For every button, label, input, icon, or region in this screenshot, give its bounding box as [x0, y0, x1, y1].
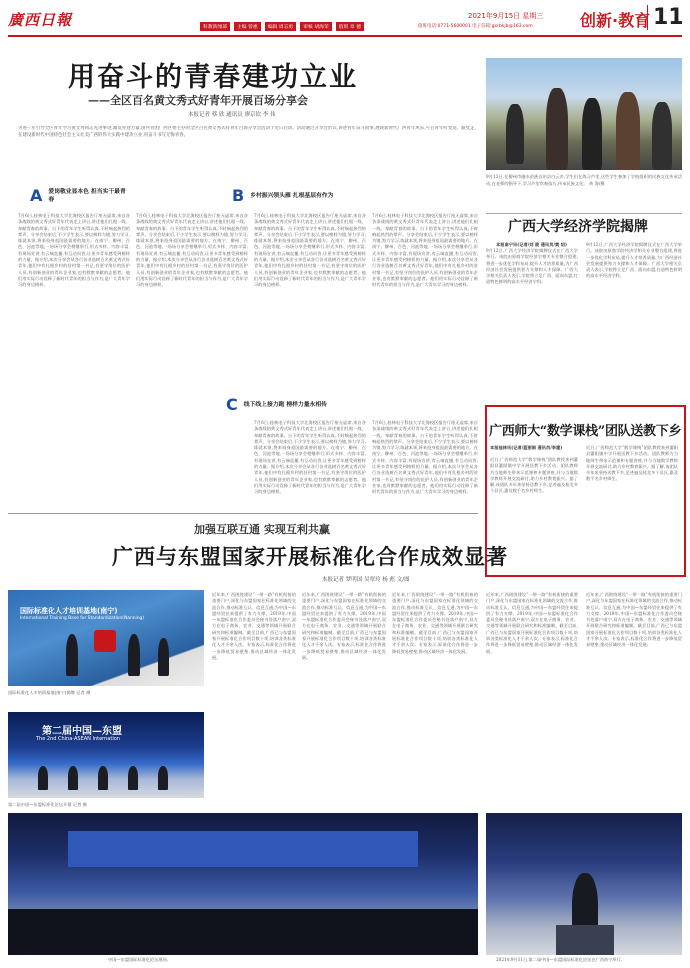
main-byline: 本报记者 蔡 欣 通讯员 廖京钦 李 伟: [188, 112, 276, 118]
section-a-title: 爱岗敬业显本色 担当实干最青春: [48, 188, 126, 203]
article2-col2: 近年来,广西围绕建设“一带一路”有机衔接的重要门户,深化与东盟国家在标准化领域的交流合作,推动标准互认、信息互通,为中国—东盟经贸往来提供了有力支撑。2019年,中国—东盟标准化合作委员会秘书处落户南宁,双方在电子商务、农业、交通等领域开展联合研究和标准编制。截至目前,广西已与东盟国家开展标准化合作项目数十项,培训各类标准化人才千余人次。专家表示,标准化合作将进一步降低贸易壁垒,推动区域经济一体化发展。: [302, 592, 386, 660]
article2-headline: 广西与东盟国家开展标准化合作成效显著: [112, 545, 508, 569]
section-c-letter: C: [226, 395, 238, 414]
main-subheadline: ——全区百名黄文秀式好青年开展百场分享会: [88, 94, 308, 107]
gxnu-col1: 近日,广西师范大学“数学课栈”团队教授来到灌阳县灌阳镇中学开展送教下乡活动。团队教师为当地师生带来示范课和专题讲座,并与当地数学教师开展交流研讨,助力乡村教育振兴。据了解,该团队多年来坚持送教下乡,足迹遍及桂北多个县区,惠及数千名乡村师生。: [490, 457, 578, 494]
training-base-photo: [8, 590, 204, 686]
gxu-rule: [486, 213, 682, 214]
section-b-head: [232, 186, 333, 205]
banner-text-2: International Training Base for Standardization(Nanning): [20, 616, 145, 621]
gxu-col1: 9月12日,广西大学经济学院揭牌仪式在广西大学举行。该院由原商学院经济学相关专业整合组建,将进一步优化学科布局,提升人才培养质量,为广西经济社会发展提供智力支撑和人才保障。广西大学相关负责人表示,学院将立足广西、面向东盟,打造特色鲜明的高水平经济学科。: [486, 248, 578, 285]
gxu-col2: 9月12日,广西大学经济学院揭牌仪式在广西大学举行。该院由原商学院经济学相关专业整合组建,将进一步优化学科布局,提升人才培养质量,为广西经济社会发展提供智力支撑和人才保障。广西大学相关负责人表示,学院将立足广西、面向东盟,打造特色鲜明的高水平经济学科。: [586, 242, 682, 279]
banner-text-3: 第二届中国—东盟: [42, 726, 122, 737]
article2-byline: 本报记者 覃明国 吴翠玲 杨 彪 文/图: [322, 577, 410, 583]
section-c-title: 线下线上接力跑 榜样力量永相传: [243, 401, 327, 408]
nav-item-dept: 科教新闻部: [200, 22, 230, 31]
nav-item-editor2: 编辑 周志勇: [265, 22, 297, 31]
students-photo-caption: 9月13日,在柳州市融水苗族自治县白云乡,学生们在练习芦笙,这些学生参加了学校组织的民族文化传承活动,在老师的指导下,学习芦笙吹奏技巧,传承民族文化。 黄 海/摄: [486, 174, 682, 186]
gxnu-headline: 广西师大“数学课栈”团队送教下乡: [489, 424, 682, 439]
students-photo: [486, 58, 682, 170]
section-a-head: [30, 186, 128, 205]
training-base-caption: 国际标准化人才培训基地(南宁)揭牌 记者 摄: [8, 690, 91, 695]
banner-text-1: 国际标准化人才培训基地(南宁): [20, 607, 118, 615]
main-headline: 用奋斗的青春建功立业: [68, 62, 358, 93]
forum-speaker-photo: [486, 813, 682, 955]
main-lead: 为进一步引导全区青年学习黄文秀同志先进事迹,激发青春力量,由共青团广西区委主办的全区百名黄文秀式好青年百场分享会活动于近日启动。活动通过分享会形式,讲述青年奋斗故事,展现新时代广西青年风采,号召青年听党话、跟党走,在建设新时代中国特色社会主义壮美广西的伟大实践中建功立业,用奋斗书写无悔青春。: [18, 126, 476, 138]
gxu-headline: 广西大学经济学院揭牌: [508, 219, 648, 235]
article1-col1: 7月6日,桂林电子科技大学北海校区报告厅座无虚席,来自各条战线的黄文秀式好青年代表走上讲台,讲述他们扎根一线、奉献青春的故事。台下的青年学生听得认真,不时响起热烈的掌声。分享会结束后,不少学生表示,要以榜样为镜,努力学习,练就本领,将来投身祖国最需要的地方。在南宁、柳州、百色、河池等地,一场场分享会相继举行,形式多样、内容丰富,有现场宣讲,有云端直播,有互动问答,让更多青年感受到榜样的力量。据介绍,本次分享会从各行各业选树百名黄文秀式好青年,他们中有扎根乡村的驻村第一书记,有坚守岗位的医护人员,有创新创业的青年企业家,也有默默奉献的志愿者。他们用实际行动诠释了新时代青年的担当与作为,是广大青年学习的身边榜样。: [18, 213, 130, 288]
issue-date: 2021年9月15日 星期三: [468, 12, 544, 20]
banner-text-4: The 2nd China-ASEAN Internation: [36, 736, 120, 742]
nav-item-editor: 主编 曾惠: [234, 22, 261, 31]
header-divider: [8, 35, 682, 37]
gxnu-byline: 本报桂林讯(记者/蓝丽娟 通讯员/李建): [490, 445, 563, 450]
page-number: 11: [647, 5, 684, 30]
article2-col5: 近年来,广西围绕建设“一带一路”有机衔接的重要门户,深化与东盟国家在标准化领域的交流合作,推动标准互认、信息互通,为中国—东盟经贸往来提供了有力支撑。2019年,中国—东盟标准化合作委员会秘书处落户南宁,双方在电子商务、农业、交通等领域开展联合研究和标准编制。截至目前,广西已与东盟国家开展标准化合作项目数十项,培训各类标准化人才千余人次。专家表示,标准化合作将进一步降低贸易壁垒,推动区域经济一体化发展。: [586, 592, 682, 648]
gxu-byline: 本报南宁讯(记者/刘 筱 通讯员/黄 绍): [496, 242, 568, 247]
article-divider: [8, 513, 478, 514]
section-b-letter: B: [232, 186, 245, 205]
article2-col1: 近年来,广西围绕建设“一带一路”有机衔接的重要门户,深化与东盟国家在标准化领域的交流合作,推动标准互认、信息互通,为中国—东盟经贸往来提供了有力支撑。2019年,中国—东盟标准化合作委员会秘书处落户南宁,双方在电子商务、农业、交通等领域开展联合研究和标准编制。截至目前,广西已与东盟国家开展标准化合作项目数十项,培训各类标准化人才千余人次。专家表示,标准化合作将进一步降低贸易壁垒,推动区域经济一体化发展。: [212, 592, 296, 660]
section-b-title: 乡村振兴领头雁 扎根基层有作为: [250, 192, 334, 199]
article1-col4: 7月6日,桂林电子科技大学北海校区报告厅座无虚席,来自各条战线的黄文秀式好青年代表走上讲台,讲述他们扎根一线、奉献青春的故事。台下的青年学生听得认真,不时响起热烈的掌声。分享会结束后,不少学生表示,要以榜样为镜,努力学习,练就本领,将来投身祖国最需要的地方。在南宁、柳州、百色、河池等地,一场场分享会相继举行,形式多样、内容丰富,有现场宣讲,有云端直播,有互动问答,让更多青年感受到榜样的力量。据介绍,本次分享会从各行各业选树百名黄文秀式好青年,他们中有扎根乡村的驻村第一书记,有坚守岗位的医护人员,有创新创业的青年企业家,也有默默奉献的志愿者。他们用实际行动诠释了新时代青年的担当与作为,是广大青年学习的身边榜样。: [372, 213, 478, 288]
forum-audience-photo: [8, 813, 478, 955]
forum-audience-caption: 中国—东盟国际标准化论坛现场。: [108, 957, 171, 962]
contact-info: 值班电话:0771-5600001 电子信箱:gxrbkjb@163.com: [418, 24, 533, 29]
section-c-head: [226, 395, 327, 414]
nav-item-duty: 值班 章 德: [336, 22, 364, 31]
article1-col2: 7月6日,桂林电子科技大学北海校区报告厅座无虚席,来自各条战线的黄文秀式好青年代表走上讲台,讲述他们扎根一线、奉献青春的故事。台下的青年学生听得认真,不时响起热烈的掌声。分享会结束后,不少学生表示,要以榜样为镜,努力学习,练就本领,将来投身祖国最需要的地方。在南宁、柳州、百色、河池等地,一场场分享会相继举行,形式多样、内容丰富,有现场宣讲,有云端直播,有互动问答,让更多青年感受到榜样的力量。据介绍,本次分享会从各行各业选树百名黄文秀式好青年,他们中有扎根乡村的驻村第一书记,有坚守岗位的医护人员,有创新创业的青年企业家,也有默默奉献的志愿者。他们用实际行动诠释了新时代青年的担当与作为,是广大青年学习的身边榜样。: [136, 213, 248, 288]
forum-speaker-caption: 2021年9月11日,第二届中国—东盟国际标准化论坛在广西南宁举行。: [496, 957, 625, 962]
section-title: 创新·教育: [580, 11, 651, 30]
forum-stage-photo: [8, 712, 204, 798]
article2-col3: 近年来,广西围绕建设“一带一路”有机衔接的重要门户,深化与东盟国家在标准化领域的交流合作,推动标准互认、信息互通,为中国—东盟经贸往来提供了有力支撑。2019年,中国—东盟标准化合作委员会秘书处落户南宁,双方在电子商务、农业、交通等领域开展联合研究和标准编制。截至目前,广西已与东盟国家开展标准化合作项目数十项,培训各类标准化人才千余人次。专家表示,标准化合作将进一步降低贸易壁垒,推动区域经济一体化发展。: [392, 592, 478, 654]
article1-col6: 7月6日,桂林电子科技大学北海校区报告厅座无虚席,来自各条战线的黄文秀式好青年代表走上讲台,讲述他们扎根一线、奉献青春的故事。台下的青年学生听得认真,不时响起热烈的掌声。分享会结束后,不少学生表示,要以榜样为镜,努力学习,练就本领,将来投身祖国最需要的地方。在南宁、柳州、百色、河池等地,一场场分享会相继举行,形式多样、内容丰富,有现场宣讲,有云端直播,有互动问答,让更多青年感受到榜样的力量。据介绍,本次分享会从各行各业选树百名黄文秀式好青年,他们中有扎根乡村的驻村第一书记,有坚守岗位的医护人员,有创新创业的青年企业家,也有默默奉献的志愿者。他们用实际行动诠释了新时代青年的担当与作为,是广大青年学习的身边榜样。: [372, 420, 478, 495]
plaque-icon: [94, 630, 116, 652]
nav-item-reviewer: 审核 胡海荣: [300, 22, 332, 31]
gxnu-col2: 近日,广西师范大学“数学课栈”团队教授来到灌阳县灌阳镇中学开展送教下乡活动。团队教师为当地师生带来示范课和专题讲座,并与当地数学教师开展交流研讨,助力乡村教育振兴。据了解,该团队多年来坚持送教下乡,足迹遍及桂北多个县区,惠及数千名乡村师生。: [586, 445, 678, 482]
article2-kicker: 加强互联互通 实现互利共赢: [194, 523, 330, 536]
forum-stage-caption: 第二届中国—东盟标准化论坛开幕 记者 摄: [8, 802, 88, 807]
header-nav: [200, 22, 364, 31]
article2-col4: 近年来,广西围绕建设“一带一路”有机衔接的重要门户,深化与东盟国家在标准化领域的交流合作,推动标准互认、信息互通,为中国—东盟经贸往来提供了有力支撑。2019年,中国—东盟标准化合作委员会秘书处落户南宁,双方在电子商务、农业、交通等领域开展联合研究和标准编制。截至目前,广西已与东盟国家开展标准化合作项目数十项,培训各类标准化人才千余人次。专家表示,标准化合作将进一步降低贸易壁垒,推动区域经济一体化发展。: [486, 592, 578, 654]
section-a-letter: A: [30, 186, 43, 205]
newspaper-logo: 廣西日報: [8, 11, 73, 29]
article1-col5: 7月6日,桂林电子科技大学北海校区报告厅座无虚席,来自各条战线的黄文秀式好青年代表走上讲台,讲述他们扎根一线、奉献青春的故事。台下的青年学生听得认真,不时响起热烈的掌声。分享会结束后,不少学生表示,要以榜样为镜,努力学习,练就本领,将来投身祖国最需要的地方。在南宁、柳州、百色、河池等地,一场场分享会相继举行,形式多样、内容丰富,有现场宣讲,有云端直播,有互动问答,让更多青年感受到榜样的力量。据介绍,本次分享会从各行各业选树百名黄文秀式好青年,他们中有扎根乡村的驻村第一书记,有坚守岗位的医护人员,有创新创业的青年企业家,也有默默奉献的志愿者。他们用实际行动诠释了新时代青年的担当与作为,是广大青年学习的身边榜样。: [254, 420, 366, 495]
article1-col3: 7月6日,桂林电子科技大学北海校区报告厅座无虚席,来自各条战线的黄文秀式好青年代表走上讲台,讲述他们扎根一线、奉献青春的故事。台下的青年学生听得认真,不时响起热烈的掌声。分享会结束后,不少学生表示,要以榜样为镜,努力学习,练就本领,将来投身祖国最需要的地方。在南宁、柳州、百色、河池等地,一场场分享会相继举行,形式多样、内容丰富,有现场宣讲,有云端直播,有互动问答,让更多青年感受到榜样的力量。据介绍,本次分享会从各行各业选树百名黄文秀式好青年,他们中有扎根乡村的驻村第一书记,有坚守岗位的医护人员,有创新创业的青年企业家,也有默默奉献的志愿者。他们用实际行动诠释了新时代青年的担当与作为,是广大青年学习的身边榜样。: [254, 213, 366, 288]
